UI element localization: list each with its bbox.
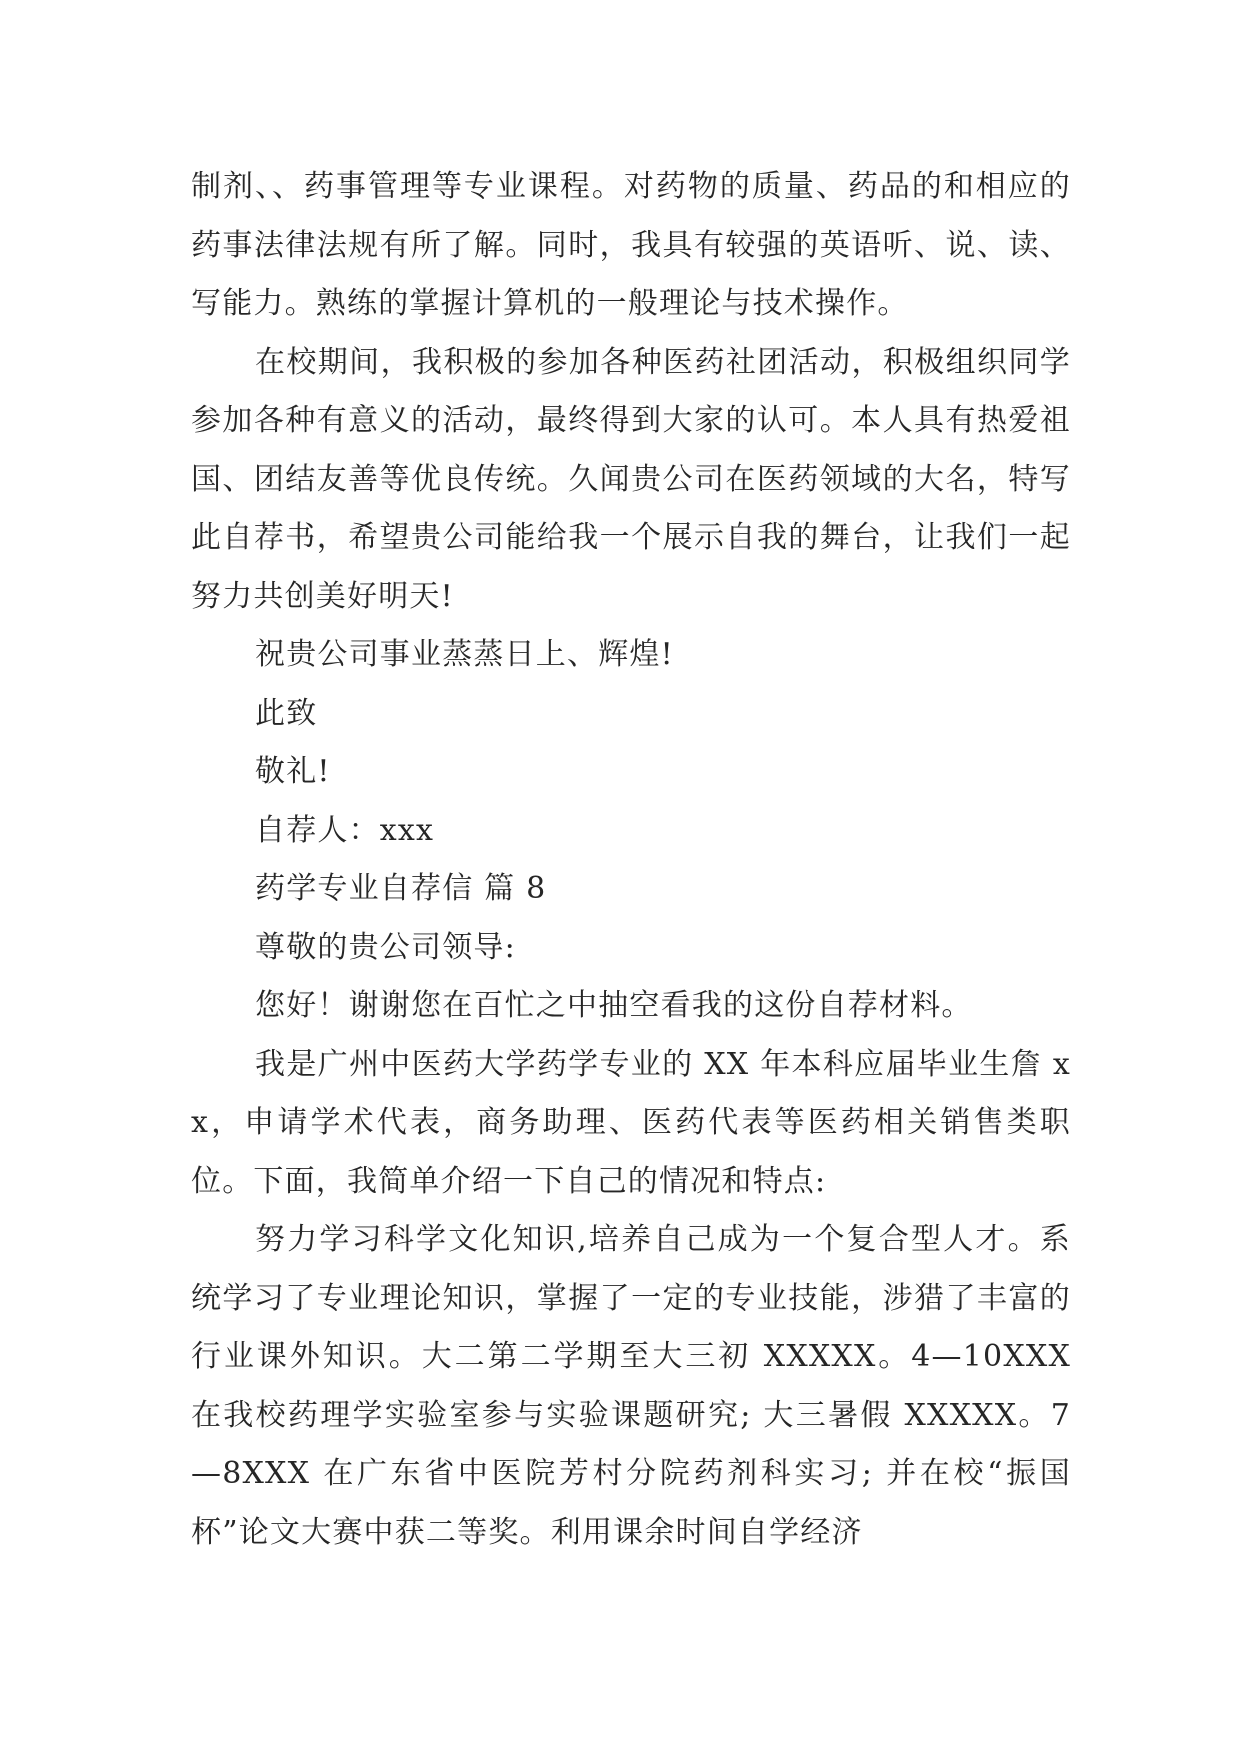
paragraph-campus-activities: 在校期间，我积极的参加各种医药社团活动，积极组织同学参加各种有意义的活动，最终得到大家的认可。本人具有热爱祖国、团结友善等优良传统。久闻贵公司在医药领域的大名，特写此自荐书，希望贵公司能给我一个展示自我的舞台，让我们一起努力共创美好明天! <box>191 344 1071 614</box>
paragraph-salutation: 尊敬的贵公司领导: <box>255 929 516 965</box>
letter-body <box>191 158 1071 1562</box>
paragraph-signature: 自荐人：xxx <box>255 812 435 848</box>
paragraph-introduction: 我是广州中医药大学药学专业的 XX 年本科应届毕业生詹 xx，申请学术代表，商务助理、医药代表等医药相关销售类职位。下面，我简单介绍一下自己的情况和特点: <box>191 1046 1071 1199</box>
paragraph-course-skills: 制剂、、药事管理等专业课程。对药物的质量、药品的和相应的药事法律法规有所了解。同时，我具有较强的英语听、说、读、写能力。熟练的掌握计算机的一般理论与技术操作。 <box>191 169 1071 321</box>
paragraph-closing-cizhi: 此致 <box>255 695 318 731</box>
paragraph-study-experience: 努力学习科学文化知识,培养自己成为一个复合型人才。系统学习了专业理论知识，掌握了一定的专业技能，涉猎了丰富的行业课外知识。大二第二学期至大三初 XXXXX。4—10XXX 在我校药理学实验室参与实验课题研究; 大三暑假 XXXXX。7—8XXX 在广东省中医院芳村分院药剂科实习; 并在校“振国杯”论文大赛中获二等奖。利用课余时间自学经济 <box>191 1222 1071 1550</box>
paragraph-closing-jingli: 敬礼! <box>255 754 331 789</box>
paragraph-wishes: 祝贵公司事业蒸蒸日上、辉煌! <box>255 637 674 672</box>
paragraph-greeting: 您好！谢谢您在百忙之中抽空看我的这份自荐材料。 <box>255 988 973 1023</box>
section-heading: 药学专业自荐信 篇 8 <box>255 871 547 906</box>
